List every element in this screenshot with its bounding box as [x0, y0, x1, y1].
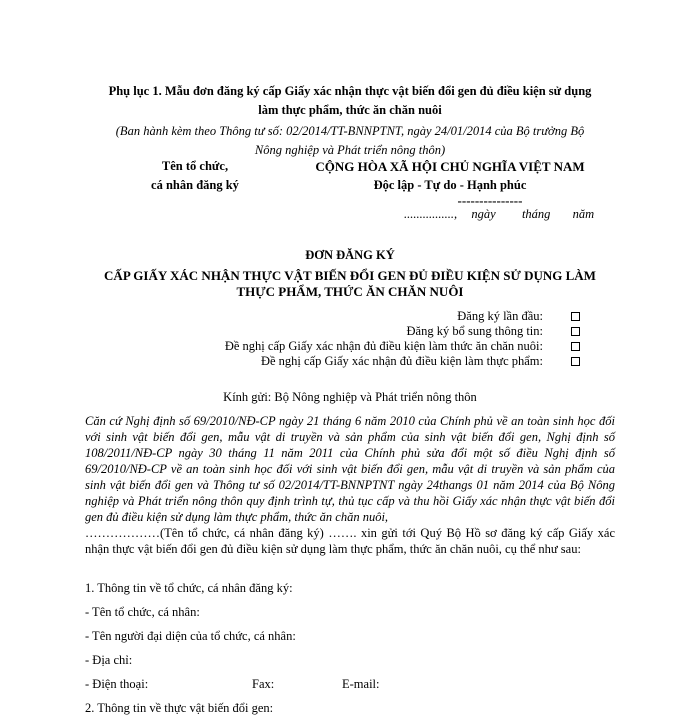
org-label-line: Tên tổ chức,: [161, 159, 229, 173]
national-header: [270, 157, 630, 207]
checklist-label: Đề nghị cấp Giấy xác nhận đủ điều kiện làm thức ăn chăn nuôi:: [224, 339, 543, 353]
section2-heading: 2. Thông tin về thực vật biến đổi gen:: [85, 701, 274, 715]
phone-field[interactable]: - Điện thoại:: [85, 677, 149, 691]
org-name-field[interactable]: - Tên tổ chức, cá nhân:: [85, 605, 200, 619]
registration-type-checklist: [225, 309, 580, 369]
date-day-label: ngày: [471, 207, 496, 221]
request-paragraph: ………………(Tên tổ chức, cá nhân đăng ký) ……. xin gửi tới Quý Bộ Hồ sơ đăng ký cấp Giấy xác nhận thực vật biến đổi gen đủ điều kiện sử dụng làm thực phẩm, thức ăn chăn nuôi, cụ thể như sau:: [85, 526, 615, 556]
org-label-line: cá nhân đăng ký: [151, 178, 239, 192]
checklist-item: [225, 309, 580, 324]
appendix-title-line: Phụ lục 1. Mẫu đơn đăng ký cấp Giấy xác nhận thực vật biến đổi gen đủ điều kiện sử dụng: [108, 84, 592, 98]
salutation: Kính gửi: Bộ Nông nghiệp và Phát triển nông thôn: [223, 390, 477, 404]
appendix-note-line: (Ban hành kèm theo Thông tư số: 02/2014/TT-BNNPTNT, ngày 24/01/2014 của Bộ trưởng Bộ: [115, 124, 585, 138]
checklist-label: Đăng ký bổ sung thông tin:: [406, 324, 543, 338]
date-month-label: tháng: [521, 207, 551, 221]
appendix-title: [70, 82, 630, 120]
email-field[interactable]: E-mail:: [342, 677, 380, 691]
address-field[interactable]: - Địa chỉ:: [85, 653, 133, 667]
date-line: [404, 207, 594, 222]
form-subtitle-line: CẤP GIẤY XÁC NHẬN THỰC VẬT BIẾN ĐỔI GEN ĐỦ ĐIỀU KIỆN SỬ DỤNG LÀM: [104, 268, 596, 283]
form-subtitle: [70, 268, 630, 300]
fax-field[interactable]: Fax:: [252, 677, 275, 691]
checkbox[interactable]: [571, 342, 580, 351]
form-subtitle-line: THỰC PHẨM, THỨC ĂN CHĂN NUÔI: [236, 284, 464, 299]
header-rule: ---------------: [457, 193, 523, 208]
section1-heading: 1. Thông tin về tổ chức, cá nhân đăng ký:: [85, 581, 293, 595]
contact-row: [85, 676, 615, 700]
nation-name: CỘNG HÒA XÃ HỘI CHỦ NGHĨA VIỆT NAM: [315, 159, 585, 174]
legal-basis-paragraph: Căn cứ Nghị định số 69/2010/NĐ-CP ngày 21 tháng 6 năm 2010 của Chính phủ về an toàn sinh học đối với sinh vật biến đổi gen, mẫu vật di truyền và sản phẩm của sinh vật biến đổi gen, Nghị định số 108/2011/NĐ-CP ngày 30 tháng 11 năm 2011 của Chính phủ sửa đổi một số điều Nghị định số 69/2010/NĐ-CP về an toàn sinh học đối với sinh vật biến đổi gen, mẫu vật di truyền và sản phẩm của sinh vật biến đổi gen và Thông tư số 02/2014/TT-BNNPTNT ngày 24thangs 01 năm 2014 của Bộ Nông nghiệp và Phát triển nông thôn quy định trình tự, thủ tục cấp và thu hồi Giấy xác nhận thực vật biến đổi gen đủ điều kiện sử dụng làm thực phẩm, thức ăn chăn nuôi,: [85, 414, 615, 524]
appendix-note: [70, 122, 630, 160]
national-motto: Độc lập - Tự do - Hạnh phúc: [373, 178, 527, 192]
date-placeholder: ................,: [404, 207, 458, 221]
checklist-item: [225, 324, 580, 339]
checklist-label: Đăng ký lần đầu:: [457, 309, 543, 323]
body-text: [85, 413, 615, 557]
checkbox[interactable]: [571, 312, 580, 321]
form-title: ĐƠN ĐĂNG KÝ: [305, 248, 395, 262]
registrant-org-label: [110, 157, 280, 195]
appendix-title-line: làm thực phẩm, thức ăn chăn nuôi: [258, 103, 442, 117]
appendix-note-line: Nông nghiệp và Phát triển nông thôn): [254, 143, 446, 157]
checkbox[interactable]: [571, 327, 580, 336]
checklist-item: [225, 339, 580, 354]
checklist-label: Đề nghị cấp Giấy xác nhận đủ điều kiện làm thực phẩm:: [260, 354, 543, 368]
checkbox[interactable]: [571, 357, 580, 366]
registrant-info-section: [85, 580, 615, 724]
checklist-item: [225, 354, 580, 369]
representative-field[interactable]: - Tên người đại diện của tổ chức, cá nhân:: [85, 629, 296, 643]
date-year-label: năm: [572, 207, 595, 221]
